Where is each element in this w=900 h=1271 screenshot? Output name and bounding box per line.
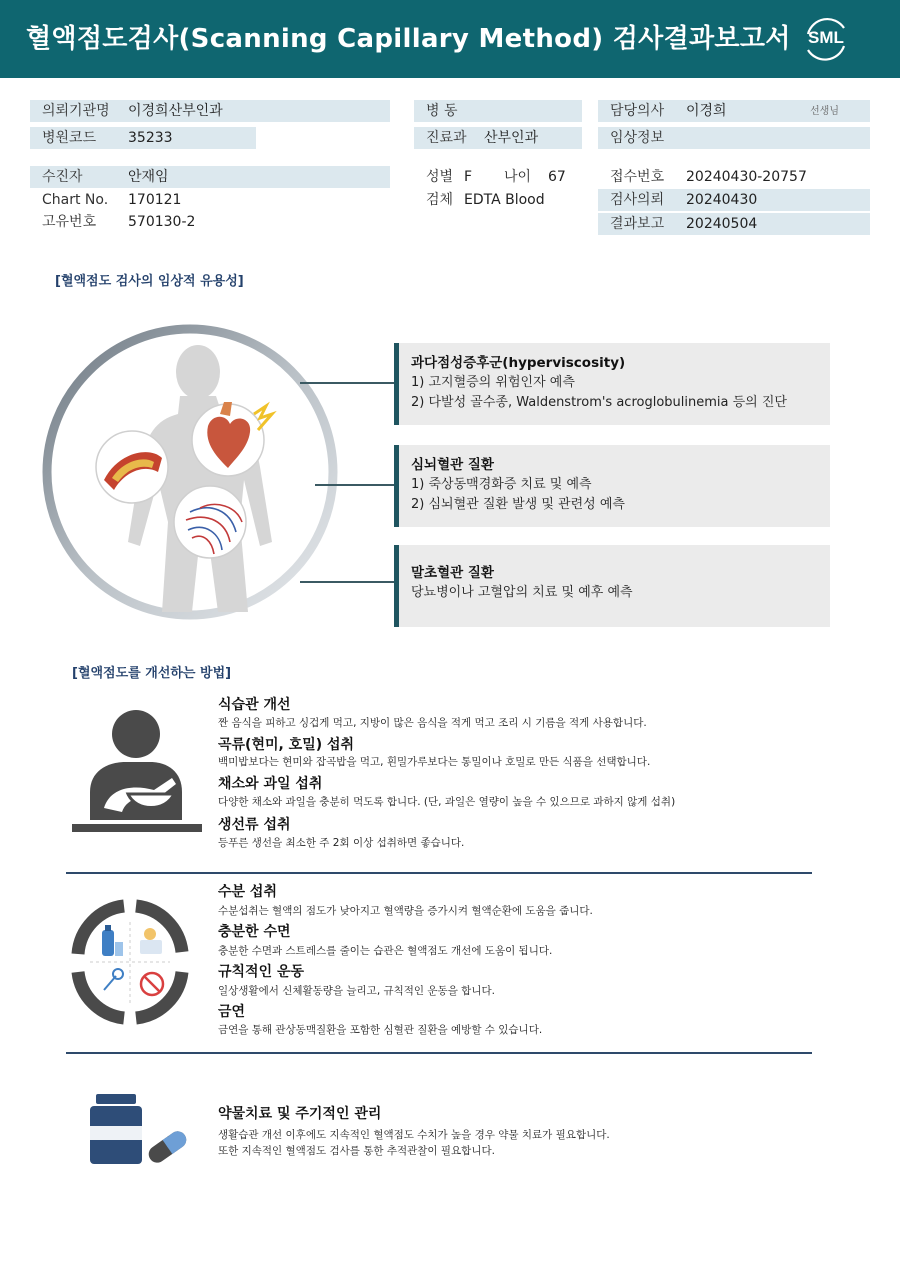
age-label: 나이 <box>504 169 532 185</box>
doctor-value: 이경희 <box>686 103 727 119</box>
age-value: 67 <box>548 169 566 185</box>
method-desc: 백미밥보다는 현미와 잡곡밥을 먹고, 흰밀가루보다는 통밀이나 호밀로 만든 식품을 선택합니다. <box>218 756 651 768</box>
sml-logo <box>800 14 852 64</box>
unique-field <box>30 211 390 233</box>
method-title: 식습관 개선 <box>218 697 291 713</box>
department-value: 산부인과 <box>484 130 539 146</box>
chart-field <box>30 189 390 211</box>
method-title: 약물치료 및 주기적인 관리 <box>218 1106 382 1122</box>
receipt-field <box>598 166 870 188</box>
sex-label: 성별 <box>426 169 454 185</box>
eating-person-icon <box>70 708 204 834</box>
institution-field <box>30 100 390 122</box>
clinical-info-field <box>598 127 870 149</box>
doctor-field <box>598 100 870 122</box>
connector-line-3 <box>300 581 394 583</box>
method-title: 충분한 수면 <box>218 924 291 940</box>
info-box-line: 당뇨병이나 고혈압의 치료 및 예후 예측 <box>411 585 633 600</box>
method-desc: 일상생활에서 신체활동량을 늘리고, 규칙적인 운동을 합니다. <box>218 985 495 997</box>
divider <box>66 1052 812 1054</box>
logo-text: SML <box>808 28 844 47</box>
method-title: 수분 섭취 <box>218 884 277 900</box>
patient-field <box>30 166 390 188</box>
unique-value: 570130-2 <box>128 214 196 230</box>
sex-value: F <box>464 169 473 185</box>
method-title: 채소와 과일 섭취 <box>218 776 323 792</box>
method-desc: 생활습관 개선 이후에도 지속적인 혈액점도 수치가 높을 경우 약물 치료가 필요합니다. <box>218 1129 610 1141</box>
report-title: 혈액점도검사(Scanning Capillary Method) 검사결과보고서 <box>26 24 791 54</box>
body-illustration <box>40 322 340 622</box>
info-box-cerebrovascular <box>394 445 830 527</box>
report-header <box>0 0 900 78</box>
lifestyle-cycle-icon <box>64 892 194 1040</box>
method-desc: 수분섭취는 혈액의 점도가 낮아지고 혈액량을 증가시켜 혈액순환에 도움을 줍니다. <box>218 905 593 917</box>
method-title: 곡류(현미, 호밀) 섭취 <box>218 737 355 753</box>
method-desc: 금연을 통해 관상동맥질환을 포함한 심혈관 질환을 예방할 수 있습니다. <box>218 1024 543 1036</box>
info-box-line: 2) 다발성 골수종, Waldenstrom's acroglobulinemia 등의 진단 <box>411 395 787 410</box>
method-title: 규칙적인 운동 <box>218 964 305 980</box>
department-label: 진료과 <box>426 130 467 146</box>
specimen-label: 검체 <box>426 192 454 208</box>
clinical-info-label: 임상정보 <box>610 130 665 146</box>
connector-line-2 <box>315 484 394 486</box>
info-box-title: 심뇌혈관 질환 <box>411 457 494 473</box>
request-field <box>598 189 870 211</box>
info-box-line: 1) 고지혈증의 위험인자 예측 <box>411 375 575 390</box>
report-label: 결과보고 <box>610 216 665 232</box>
patient-label: 수진자 <box>42 169 83 185</box>
doctor-label: 담당의사 <box>610 103 665 119</box>
ward-label: 병 동 <box>426 103 458 119</box>
request-label: 검사의뢰 <box>610 192 665 208</box>
method-title: 생선류 섭취 <box>218 817 291 833</box>
report-value: 20240504 <box>686 216 758 232</box>
sex-age-field <box>414 166 582 188</box>
hospital-code-label: 병원코드 <box>42 130 97 146</box>
info-box-hyperviscosity <box>394 343 830 425</box>
patient-value: 안재임 <box>128 169 169 185</box>
method-desc: 짠 음식을 피하고 싱겁게 먹고, 지방이 많은 음식을 적게 먹고 조리 시 기름을 적게 사용합니다. <box>218 717 647 729</box>
specimen-field <box>414 189 582 211</box>
report-field <box>598 213 870 235</box>
method-title: 금연 <box>218 1004 246 1020</box>
chart-label: Chart No. <box>42 192 109 208</box>
receipt-label: 접수번호 <box>610 169 665 185</box>
specimen-value: EDTA Blood <box>464 192 545 208</box>
info-box-line: 2) 심뇌혈관 질환 발생 및 관련성 예측 <box>411 497 625 512</box>
institution-value: 이경희산부인과 <box>128 103 223 119</box>
receipt-value: 20240430-20757 <box>686 169 807 185</box>
institution-label: 의뢰기관명 <box>42 103 110 119</box>
human-body-illustration-icon <box>40 322 340 622</box>
info-box-title: 말초혈관 질환 <box>411 565 494 581</box>
method-desc: 또한 지속적인 혈액점도 검사를 통한 추적관찰이 필요합니다. <box>218 1145 495 1157</box>
method-desc: 등푸른 생선을 최소한 주 2회 이상 섭취하면 좋습니다. <box>218 837 465 849</box>
hospital-code-field <box>30 127 256 149</box>
connector-line-1 <box>300 382 394 384</box>
request-value: 20240430 <box>686 192 758 208</box>
unique-label: 고유번호 <box>42 214 97 230</box>
method-desc: 충분한 수면과 스트레스를 줄이는 습관은 혈액점도 개선에 도움이 됩니다. <box>218 945 553 957</box>
info-box-line: 1) 죽상동맥경화증 치료 및 예측 <box>411 477 592 492</box>
ward-field <box>414 100 582 122</box>
doctor-suffix: 선생님 <box>810 106 839 117</box>
section-clinical-utility-title: [혈액점도 검사의 임상적 유용성] <box>55 274 244 289</box>
info-box-title: 과다점성증후군(hyperviscosity) <box>411 355 626 371</box>
chart-value: 170121 <box>128 192 182 208</box>
info-box-peripheral <box>394 545 830 627</box>
section-improvement-title: [혈액점도를 개선하는 방법] <box>72 666 232 681</box>
method-desc: 다양한 채소와 과일을 충분히 먹도록 합니다. (단, 과일은 열량이 높을 수 있으므로 과하지 않게 섭취) <box>218 796 676 808</box>
hospital-code-value: 35233 <box>128 130 173 146</box>
divider <box>66 872 812 874</box>
department-field <box>414 127 582 149</box>
medicine-icon <box>88 1092 190 1168</box>
